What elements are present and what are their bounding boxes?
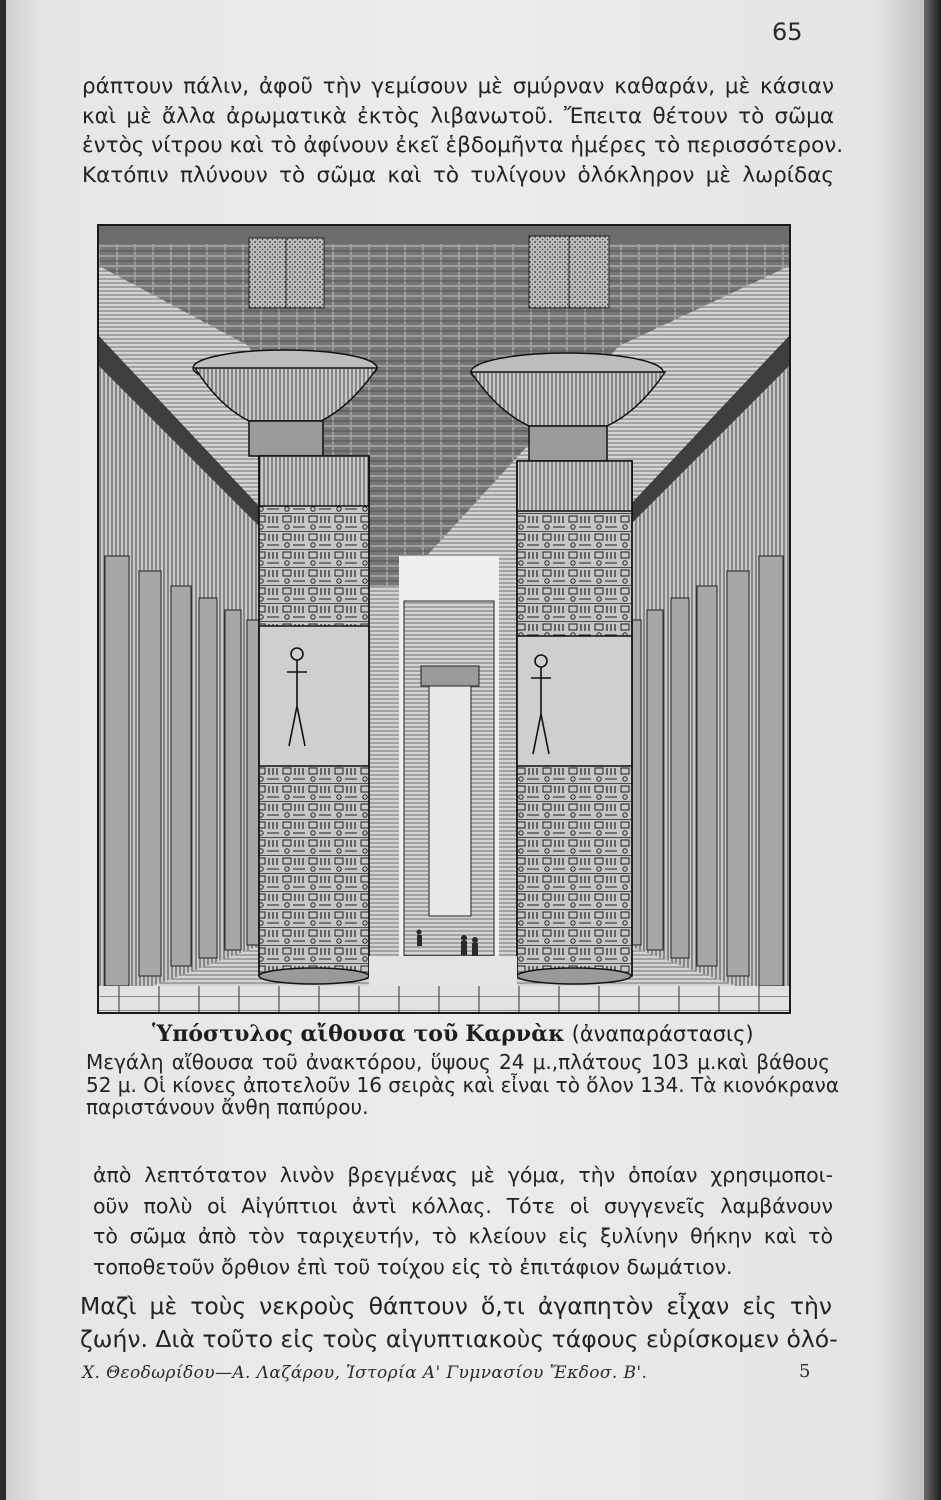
- text-line: καὶ μὲ ἄλλα ἀρωματικὰ ἐκτὸς λιβανωτοῦ. Ἔπειτα θέτουν τὸ σῶμα: [82, 103, 834, 129]
- book-page: [6, 0, 931, 1500]
- text-line: τοποθετοῦν ὄρθιον ἐπὶ τοῦ τοίχου εἰς τὸ ἐπιτάφιον δωμάτιον.: [93, 1254, 733, 1279]
- caption-title: Ὑπόστυλος αἴθουσα τοῦ: [152, 1021, 459, 1047]
- text-line: παριστάνουν ἄνθη παπύρου.: [86, 1095, 369, 1119]
- caption-paragraph: [86, 1050, 839, 1119]
- caption-place: Καρνὰκ: [465, 1021, 565, 1047]
- text-line: οῦν πολὺ οἱ Αἰγύπτιοι ἀντὶ κόλλας. Τότε οἱ συγγενεῖς λαμβάνουν: [93, 1193, 833, 1218]
- text-line: ἐντὸς νίτρου καὶ τὸ ἀφίνουν ἐκεῖ ἑβδομῆντα ἡμέρες τὸ περισσότερον.: [82, 133, 844, 158]
- middle-paragraph: [93, 1160, 833, 1282]
- text-line: Μαζὶ μὲ τοὺς νεκροὺς θάπτουν ὅ,τι ἀγαπητὸν εἶχαν εἰς τὴν: [80, 1292, 832, 1320]
- text-line: ράπτουν πάλιν, ἀφοῦ τὴν γεμίσουν μὲ σμύρναν καθαράν, μὲ κάσιαν: [82, 74, 834, 99]
- caption-note: (ἀναπαράστασις): [571, 1022, 754, 1046]
- text-line: Κατόπιν πλύνουν τὸ σῶμα καὶ τὸ τυλίγουν ὁλόκληρον μὲ λωρίδας: [82, 162, 834, 188]
- top-paragraph: [82, 72, 844, 190]
- text-line: Μεγάλη αἴθουσα τοῦ ἀνακτόρου, ὕψους 24 μ.,πλάτους 103 μ.καὶ βάθους: [86, 1050, 830, 1074]
- hypostyle-hall-illustration: [97, 224, 791, 1014]
- page-number: 65: [772, 18, 803, 46]
- bottom-paragraph: [80, 1290, 838, 1355]
- text-line: ἀπὸ λεπτότατον λινὸν βρεγμένας μὲ γόμα, τὴν ὁποίαν χρησιμοποι-: [93, 1163, 833, 1187]
- text-line: ζωήν. Διὰ τοῦτο εἰς τοὺς αἰγυπτιακοὺς τάφους εὑρίσκομεν ὁλό-: [80, 1324, 838, 1353]
- text-line: 52 μ. Οἱ κίονες ἀποτελοῦν 16 σειρὰς καὶ εἶναι τὸ ὅλον 134. Τὰ κιονόκρανα: [86, 1072, 839, 1097]
- engraving-drawing: [99, 226, 789, 1012]
- signature-mark: 5: [799, 1361, 811, 1382]
- book-spine-shadow: [924, 0, 941, 1500]
- text-line: τὸ σῶμα ἀπὸ τὸν ταριχευτήν, τὸ κλείουν εἰς ξυλίνην θήκην καὶ τὸ: [93, 1224, 833, 1248]
- footer-credit: Χ. Θεοδωρίδου—Α. Λαζάρου, Ἱστορία Α' Γυμνασίου Ἔκδοσ. Β'.: [82, 1363, 648, 1383]
- figure-caption: [152, 1021, 754, 1047]
